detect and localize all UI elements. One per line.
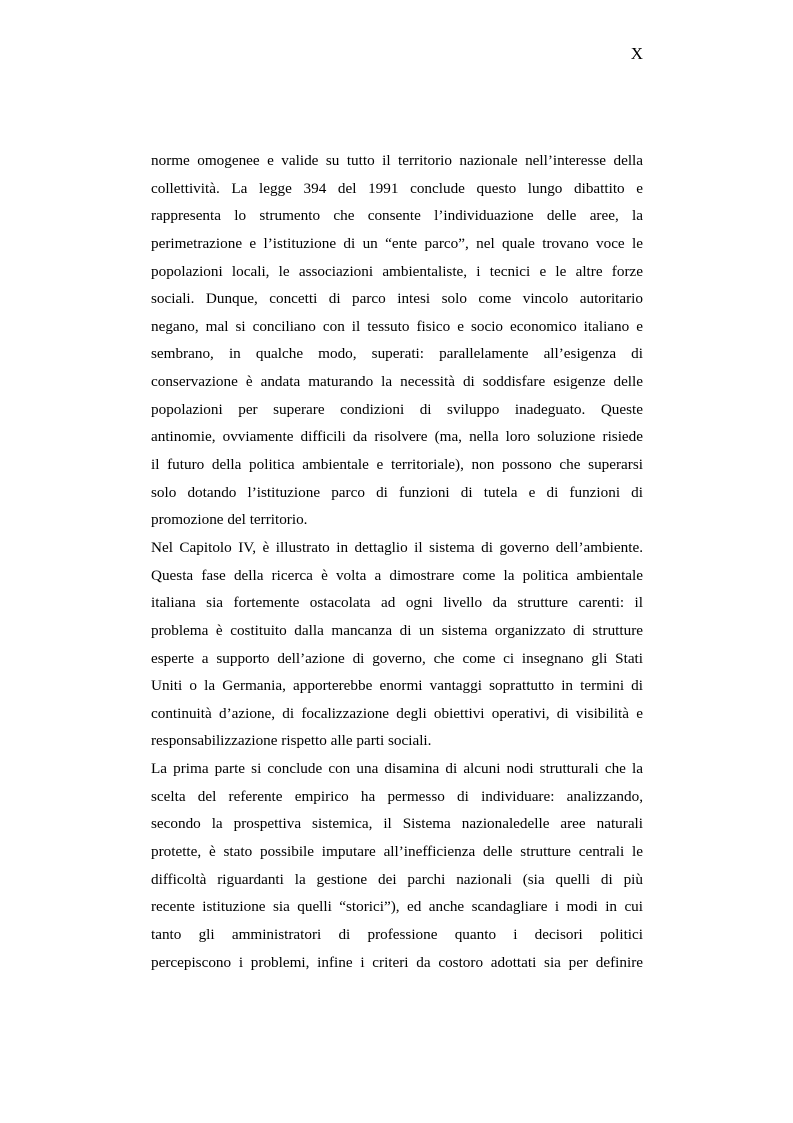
text-line: difficoltà riguardanti la gestione dei parchi nazionali (sia quelli di più xyxy=(151,870,643,888)
text-line: La prima parte si conclude con una disamina di alcuni nodi strutturali che la xyxy=(151,760,643,778)
text-line: scelta del referente empirico ha permesso di individuare: analizzando, xyxy=(151,787,643,805)
text-line: negano, mal si conciliano con il tessuto fisico e socio economico italiano e xyxy=(151,317,643,335)
text-line: protette, è stato possibile imputare all’inefficienza delle strutture centrali le xyxy=(151,843,643,861)
text-line: solo dotando l’istituzione parco di funzioni di tutela e di funzioni di xyxy=(151,483,643,501)
text-line: collettività. La legge 394 del 1991 conclude questo lungo dibattito e xyxy=(151,179,643,197)
text-line: popolazioni locali, le associazioni ambientaliste, i tecnici e le altre forze xyxy=(151,262,643,280)
text-line: popolazioni per superare condizioni di sviluppo inadeguato. Queste xyxy=(151,400,643,418)
text-line: tanto gli amministratori di professione quanto i decisori politici xyxy=(151,925,643,943)
text-line: italiana sia fortemente ostacolata ad ogni livello da strutture carenti: il xyxy=(151,594,643,612)
text-line: Questa fase della ricerca è volta a dimostrare come la politica ambientale xyxy=(151,566,643,584)
text-line: norme omogenee e valide su tutto il territorio nazionale nell’interesse della xyxy=(151,152,643,169)
text-line: secondo la prospettiva sistemica, il Sistema nazionaledelle aree naturali xyxy=(151,815,643,833)
text-line: antinomie, ovviamente difficili da risolvere (ma, nella loro soluzione risiede xyxy=(151,428,643,446)
text-line: Uniti o la Germania, apporterebbe enormi vantaggi soprattutto in termini di xyxy=(151,677,643,695)
text-line: recente istituzione sia quelli “storici”), ed anche scandagliare i modi in cui xyxy=(151,898,643,916)
text-line: perimetrazione e l’istituzione di un “ente parco”, nel quale trovano voce le xyxy=(151,234,643,252)
body-text xyxy=(151,147,643,976)
text-line: Nel Capitolo IV, è illustrato in dettaglio il sistema di governo dell’ambiente. xyxy=(151,538,643,556)
text-line: sociali. Dunque, concetti di parco intesi solo come vincolo autoritario xyxy=(151,290,643,308)
text-line: percepiscono i problemi, infine i criteri da costoro adottati sia per definire xyxy=(151,953,643,971)
text-line: problema è costituito dalla mancanza di un sistema organizzato di strutture xyxy=(151,621,643,639)
text-line: conservazione è andata maturando la necessità di soddisfare esigenze delle xyxy=(151,373,643,391)
text-line: sembrano, in qualche modo, superati: parallelamente all’esigenza di xyxy=(151,345,643,363)
text-line: il futuro della politica ambientale e territoriale), non possono che superarsi xyxy=(151,456,643,474)
text-line: responsabilizzazione rispetto alle parti sociali. xyxy=(151,732,432,750)
page-number: X xyxy=(630,44,643,63)
text-line: rappresenta lo strumento che consente l’individuazione delle aree, la xyxy=(151,207,643,225)
text-line: continuità d’azione, di focalizzazione degli obiettivi operativi, di visibilità e xyxy=(151,704,643,722)
text-line: promozione del territorio. xyxy=(151,511,308,529)
text-line: esperte a supporto dell’azione di governo, che come ci insegnano gli Stati xyxy=(151,649,643,667)
